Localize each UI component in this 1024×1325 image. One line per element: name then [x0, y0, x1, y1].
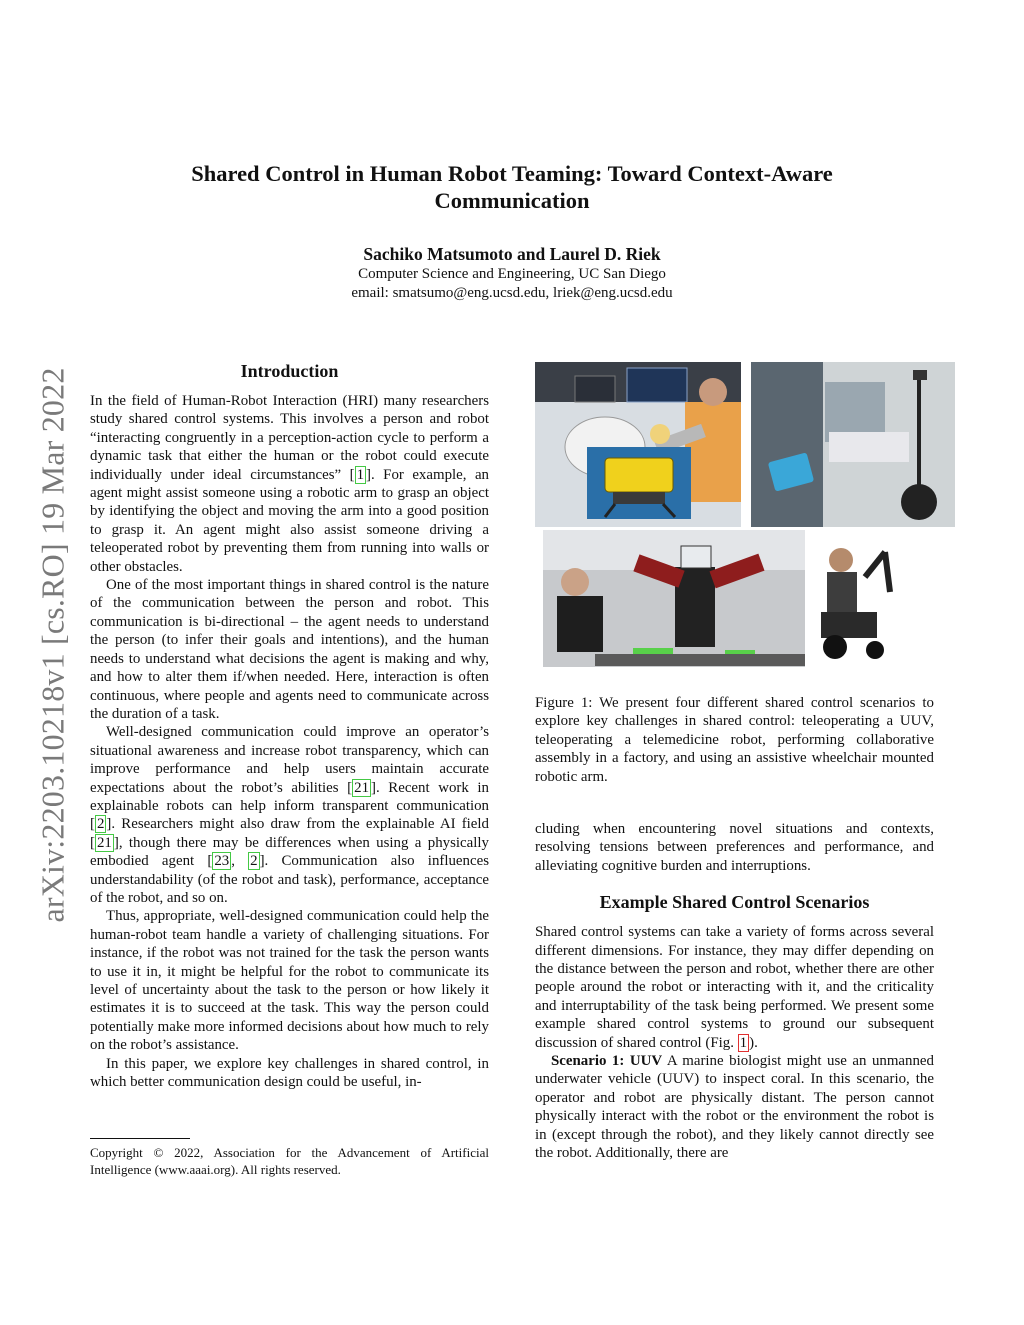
- figure-reference-link[interactable]: 1: [739, 1034, 748, 1051]
- telemedicine-photo: [751, 362, 955, 527]
- text-run: Shared control systems can take a variety of forms across several different dimensions. For instance, they may differ depending on the distance between the person and robot, whether there are other people around the robot or interacting with it, and the criticality and interruptability of the task being performed. We present some example shared control systems to ground our subsequent discussion of shared control (Fig.: [535, 924, 934, 1051]
- introduction-heading: Introduction: [240, 361, 339, 381]
- citation-link[interactable]: 1: [356, 466, 365, 483]
- text-run: ]. Researchers might also draw from the explainable AI field [: [90, 816, 489, 851]
- text-run: A marine biologist might use an unmanned underwater vehicle (UUV) to inspect coral. In this scenario, the operator and robot are physically distant. The person cannot physically interact with the robot or the environment the robot is in (except through the robot), and they likely cannot directly see the robot. Additionally, there are: [535, 1053, 934, 1162]
- scenarios-heading: Example Shared Control Scenarios: [599, 892, 870, 913]
- arxiv-identifier: arXiv:2203.10218v1 [cs.RO] 19 Mar 2022: [34, 367, 71, 923]
- author-affiliation: Computer Science and Engineering, UC San Diego: [358, 266, 666, 282]
- footnote-divider: [90, 1138, 190, 1139]
- text-run: Well-designed communication could improve an operator’s situational awareness and increase robot transparency, which can improve performance and help users maintain accurate expectations about the robot’s abilities [: [90, 724, 489, 796]
- intro-paragraph-2: One of the most important things in shared control is the nature of the communication between the person and robot. This communication is bi-directional – the agent needs to understand the person (to infer their goals and intentions), and the human needs to understand what decisions the agent is making and why, and how to alter them if/when needed. Here, interaction is often continuous, where people and agents need to communicate across the duration of a task.: [90, 577, 489, 722]
- figure-1-photo-collage: [535, 362, 955, 667]
- intro-paragraph-4: Thus, appropriate, well-designed communication could help the human-robot team handle a variety of challenging situations. For instance, if the robot was not trained for the task the person wants to use it in, it might be helpful for the robot to communicate its level of uncertainty about the task to the person or how likely it estimates it is to succeed at the task. This way the person could potentially make more informed decisions about how much to rely on the robot’s assistance.: [90, 908, 489, 1054]
- citation-link[interactable]: 2: [250, 853, 258, 870]
- text-run: ,: [231, 853, 249, 870]
- intro-paragraph-5: In this paper, we explore key challenges in shared control, in which better communication design could be useful, in-: [90, 1055, 489, 1091]
- figure-1-caption: Figure 1: We present four different shared control scenarios to explore key challenges in shared control: teleoperating a UUV, teleoperating a telemedicine robot, performing collaborative assembly in a factory, and using an assistive wheelchair mounted robotic arm.: [535, 695, 934, 785]
- left-column: [90, 360, 489, 1091]
- text-run: ]. Recent work in explainable robots can help inform transparent communication [: [90, 779, 489, 833]
- factory-robot-photo: [543, 530, 805, 667]
- citation-link[interactable]: 2: [96, 816, 105, 833]
- citation-link[interactable]: 21: [96, 834, 112, 851]
- author-email: email: smatsumo@eng.ucsd.edu, lriek@eng.ucsd.edu: [351, 285, 673, 301]
- paper-authors: Sachiko Matsumoto and Laurel D. Riek: [363, 244, 661, 264]
- scenario-1-label: Scenario 1: UUV: [551, 1053, 663, 1070]
- scenarios-paragraph-1: [535, 923, 934, 1052]
- right-paragraph-continuation: cluding when encountering novel situations and contexts, resolving tensions between preferences and performance, and alleviating cognitive burden and interruptions.: [535, 821, 934, 874]
- right-column: [535, 820, 934, 1163]
- wheelchair-arm-photo: [810, 530, 955, 667]
- text-run: ]. For example, an agent might assist someone using a robotic arm to grasp an object by identifying the object and moving the arm into a good position to grasp it. An agent might also assist someone driving a teleoperated robot by preventing them from running into walls or other obstacles.: [90, 466, 490, 575]
- text-run: ], though there may be differences when using a physically embodied agent [: [90, 834, 489, 870]
- text-run: ]. Communication also influences understandability (of the robot and task), performance, acceptance of the robot, and so on.: [90, 853, 489, 906]
- intro-paragraph-3: [90, 723, 489, 907]
- uuv-photo: [587, 447, 691, 519]
- citation-link[interactable]: 23: [214, 853, 230, 870]
- intro-paragraph-1: [90, 392, 489, 576]
- paper-title: Shared Control in Human Robot Teaming: Toward Context-Aware Communication: [191, 161, 833, 213]
- scenario-1-paragraph: [535, 1052, 934, 1162]
- text-run: ).: [749, 1034, 758, 1051]
- copyright-footnote: Copyright © 2022, Association for the Advancement of Artificial Intelligence (www.aaai.org). All rights reserved.: [90, 1145, 489, 1177]
- text-run: In the field of Human-Robot Interaction (HRI) many researchers study shared control systems. This involves a person and robot “interacting congruently in a perception-action cycle to perform a dynamic task that either the human or the robot could execute individually under ideal circumstances” [: [90, 393, 489, 483]
- citation-link[interactable]: 21: [354, 779, 370, 796]
